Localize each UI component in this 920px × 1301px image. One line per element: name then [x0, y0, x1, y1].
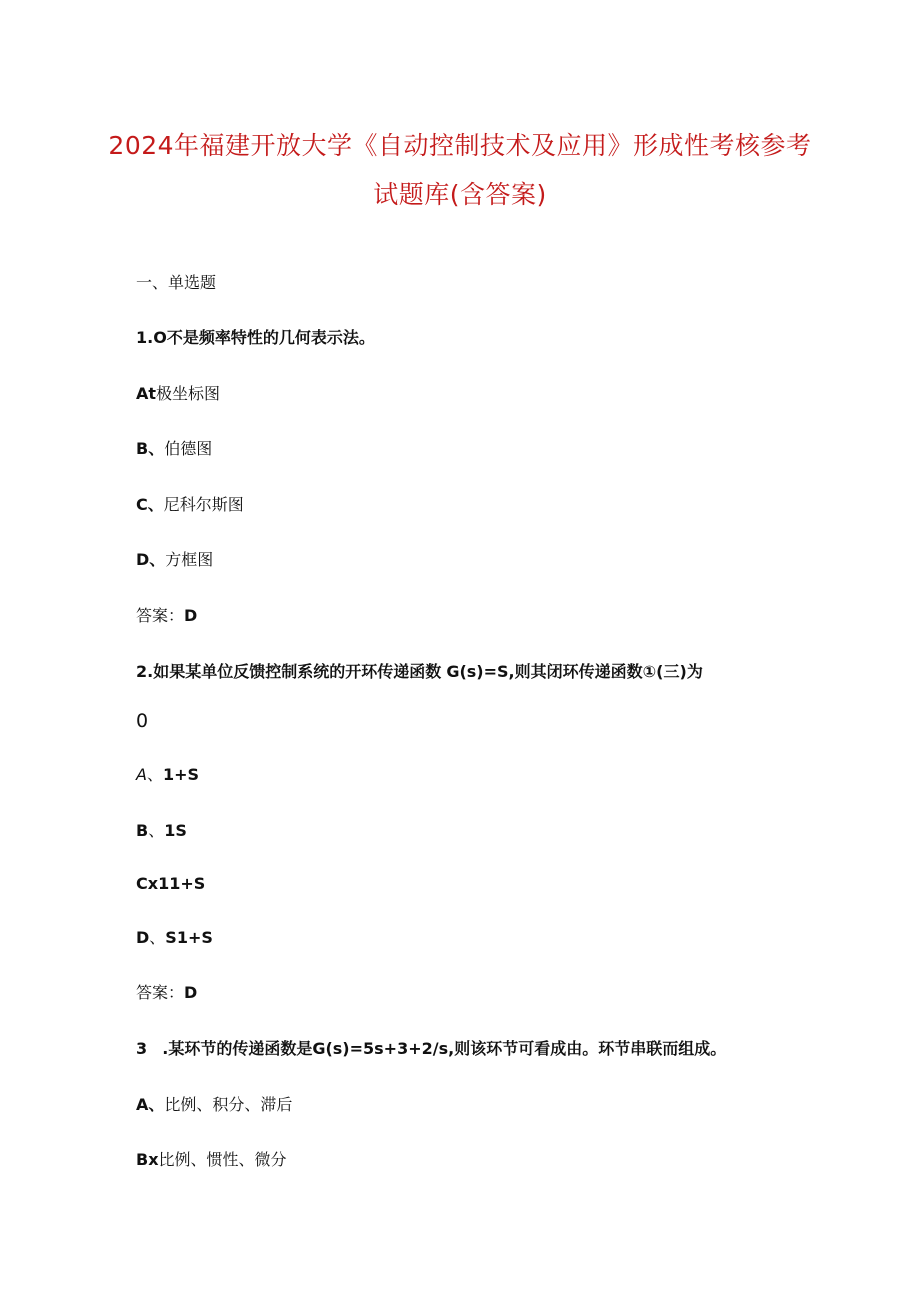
- option-key: Bx: [136, 1150, 159, 1169]
- option-text: 比例、惯性、微分: [158, 1150, 287, 1169]
- question-1-answer: [136, 605, 197, 627]
- question-3-formula: G(s)=5s+3+2/s,: [312, 1039, 455, 1058]
- question-2-formula: G(s)=S,: [446, 662, 515, 681]
- document-title-line-2: 试题库(含答案): [373, 180, 547, 209]
- question-2-prefix: 2.如果某单位反馈控制系统的开环传递函数: [136, 662, 442, 681]
- question-2-stem: [136, 661, 703, 683]
- option-key: D: [136, 928, 150, 947]
- option-text: 方框图: [165, 550, 214, 569]
- option-key: Cx11+S: [136, 874, 206, 893]
- question-3-suffix: 则该环节可看成由。环节串联而组成。: [454, 1039, 727, 1058]
- answer-label: 答案：: [136, 983, 185, 1002]
- question-1-option-b: [136, 438, 212, 460]
- option-key: C、: [136, 495, 164, 514]
- option-key: A、: [136, 1095, 165, 1114]
- answer-value: D: [184, 983, 198, 1002]
- option-sep: 、: [148, 821, 165, 840]
- answer-value: D: [184, 606, 198, 625]
- option-sep: 、: [146, 765, 163, 784]
- question-1-text: 1.O不是频率特性的几何表示法。: [136, 328, 375, 347]
- question-2-suffix: 为: [686, 662, 703, 681]
- option-key: D、: [136, 550, 166, 569]
- question-3-stem: [136, 1038, 726, 1060]
- document-title-line-1: 2024年福建开放大学《自动控制技术及应用》形成性考核参考: [108, 131, 812, 160]
- question-2-stem-continuation: 0: [136, 710, 149, 732]
- question-3-prefix: .某环节的传递函数是: [162, 1039, 313, 1058]
- question-2-option-d: [136, 927, 213, 949]
- option-text: 极坐标图: [156, 384, 221, 403]
- question-1-stem: [136, 327, 375, 349]
- option-text: 1S: [164, 821, 187, 840]
- option-sep: 、: [149, 928, 166, 947]
- option-text: 伯德图: [164, 439, 213, 458]
- question-3-option-b: [136, 1149, 287, 1171]
- question-1-option-c: [136, 494, 244, 516]
- question-2-answer: [136, 982, 197, 1004]
- question-2-mid: 则其闭环传递函数: [514, 662, 643, 681]
- section-heading: 一、单选题: [136, 273, 217, 292]
- question-2-option-b: [136, 820, 187, 842]
- answer-label: 答案：: [136, 606, 185, 625]
- option-text: 比例、积分、滞后: [164, 1095, 293, 1114]
- question-1-option-d: [136, 549, 213, 571]
- option-key: B: [136, 821, 149, 840]
- option-text: 尼科尔斯图: [163, 495, 244, 514]
- question-1-option-a: [136, 383, 220, 405]
- question-2-option-a: [136, 764, 199, 786]
- option-key: B、: [136, 439, 165, 458]
- question-2-symbol: ①(三): [642, 662, 687, 681]
- question-3-number: 3: [136, 1039, 148, 1058]
- question-2-option-c: [136, 873, 205, 895]
- option-key: A: [136, 765, 147, 784]
- option-text: 1+S: [162, 765, 200, 784]
- question-3-option-a: [136, 1094, 292, 1116]
- option-key: At: [136, 384, 157, 403]
- option-text: S1+S: [165, 928, 213, 947]
